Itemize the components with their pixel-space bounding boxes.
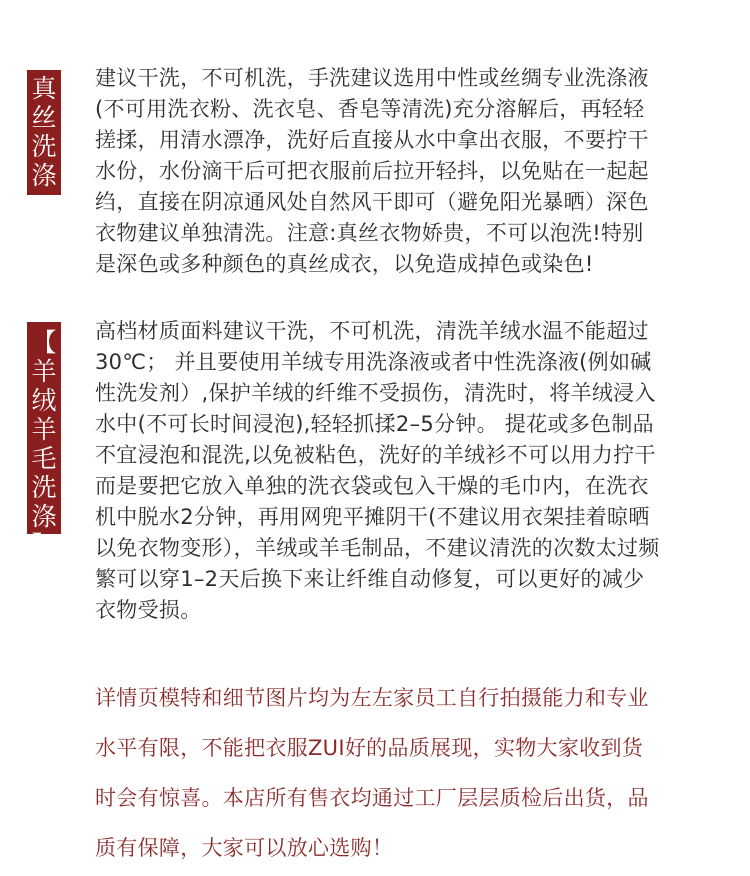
cashmere-text-line: 水中(不可长时间浸泡),轻轻抓揉2–5分钟。 提花或多色制品 xyxy=(95,412,654,436)
cashmere-label-char: 绒 xyxy=(31,386,57,415)
cashmere-text-line: 性洗发剂）,保护羊绒的纤维不受损伤，清洗时，将羊绒浸入 xyxy=(95,381,656,405)
silk-text-line: 是深色或多种颜色的真丝成衣，以免造成掉色或染色! xyxy=(95,252,594,276)
cashmere-text-line: 而是要把它放入单独的洗衣袋或包入干燥的毛巾内，在洗衣 xyxy=(95,474,649,498)
cashmere-label-char: 毛 xyxy=(31,444,57,473)
silk-label-char: 洗 xyxy=(31,132,57,161)
silk-label-char: 丝 xyxy=(31,103,57,132)
cashmere-label-char: 洗 xyxy=(31,473,57,502)
cashmere-wool-washing-label xyxy=(27,322,61,560)
silk-text-line: 衣物建议单独清洗。注意:真丝衣物娇贵，不可以泡洗!特别 xyxy=(95,221,644,245)
cashmere-label-char: 】 xyxy=(31,531,57,560)
notice-text-line: 详情页模特和细节图片均为左左家员工自行拍摄能力和专业 xyxy=(95,686,649,710)
silk-text-line: 建议干洗，不可机洗，手洗建议选用中性或丝绸专业洗涤液 xyxy=(95,66,649,90)
cashmere-text-line: 30℃； 并且要使用羊绒专用洗涤液或者中性洗涤液(例如碱 xyxy=(95,350,652,374)
silk-washing-instructions xyxy=(95,63,710,280)
cashmere-wool-washing-instructions xyxy=(95,316,710,626)
silk-text-line: 水份，水份滴干后可把衣服前后拉开轻抖，以免贴在一起起 xyxy=(95,159,649,183)
cashmere-text-line: 机中脱水2分钟，再用网兜平摊阴干(不建议用衣架挂着晾晒 xyxy=(95,505,650,529)
silk-text-line: (不可用洗衣粉、洗衣皂、香皂等清洗)充分溶解后，再轻轻 xyxy=(95,97,645,121)
silk-label-char: 真 xyxy=(31,74,57,103)
photo-quality-notice xyxy=(95,676,710,876)
cashmere-text-line: 繁可以穿1–2天后换下来让纤维自动修复，可以更好的减少 xyxy=(95,567,645,591)
cashmere-text-line: 衣物受损。 xyxy=(95,598,202,622)
cashmere-label-char: 羊 xyxy=(31,415,57,444)
cashmere-text-line: 高档材质面料建议干洗，不可机洗，清洗羊绒水温不能超过 xyxy=(95,319,649,343)
cashmere-text-line: 不宜浸泡和混洗,以免被粘色，洗好的羊绒衫不可以用力拧干 xyxy=(95,443,656,467)
notice-text-line: 时会有惊喜。本店所有售衣均通过工厂层层质检后出货，品 xyxy=(95,786,649,810)
cashmere-label-char: 羊 xyxy=(31,357,57,386)
cashmere-label-char: 涤 xyxy=(31,502,57,531)
notice-text-line: 质有保障，大家可以放心选购！ xyxy=(95,836,394,860)
silk-text-line: 搓揉，用清水漂净，洗好后直接从水中拿出衣服，不要拧干 xyxy=(95,128,649,152)
silk-label-char: 涤 xyxy=(31,161,57,190)
silk-washing-label xyxy=(27,70,61,195)
cashmere-text-line: 以免衣物变形），羊绒或羊毛制品，不建议清洗的次数太过频 xyxy=(95,536,660,560)
cashmere-label-char: 【 xyxy=(31,328,57,357)
notice-text-line: 水平有限，不能把衣服ZUI好的品质展现，实物大家收到货 xyxy=(95,736,644,760)
silk-text-line: 绉，直接在阴凉通风处自然风干即可（避免阳光暴晒）深色 xyxy=(95,190,649,214)
